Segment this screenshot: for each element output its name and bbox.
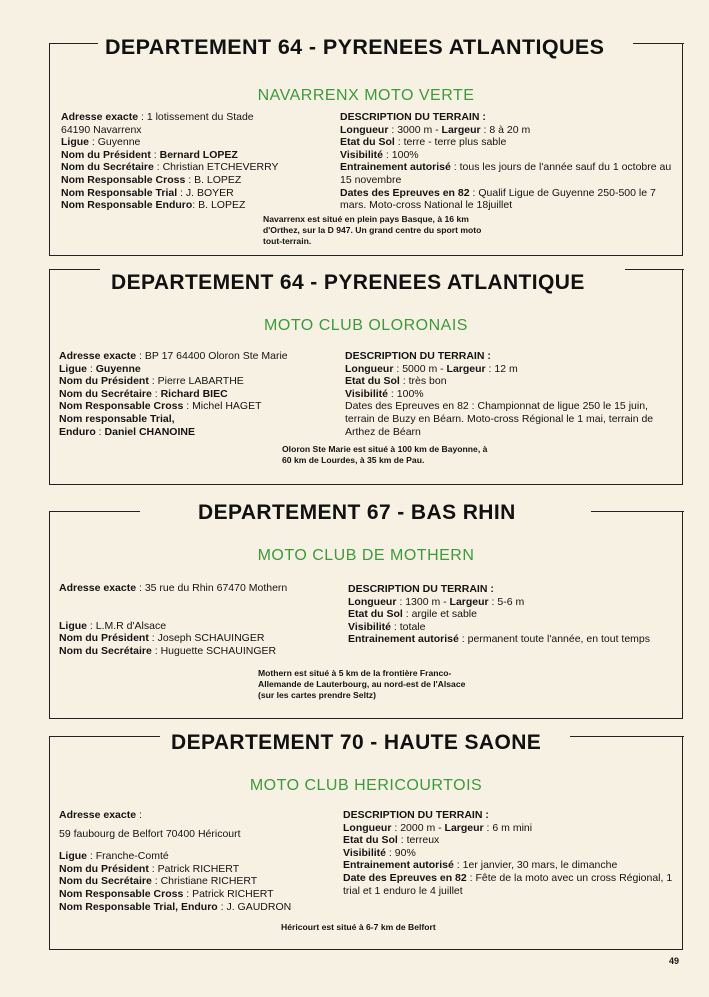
location-note: Navarrenx est situé en plein pays Basque, à 16 km d'Orthez, sur la D 947. Un grand centre du sport moto tout-terrain. bbox=[263, 214, 482, 246]
field-value: Christiane RICHERT bbox=[160, 875, 258, 888]
field-value: Bernard LOPEZ bbox=[159, 148, 238, 161]
field-label: Longueur bbox=[345, 362, 394, 375]
field-label: Largeur bbox=[444, 821, 484, 834]
field-value: J. BOYER bbox=[185, 186, 234, 199]
cross-manager-line: Nom Responsable Cross : B. LOPEZ bbox=[61, 173, 242, 186]
field-value: 5-6 m bbox=[497, 595, 525, 608]
training-line: Entrainement autorisé : 1er janvier, 30 mars, le dimanche bbox=[343, 859, 618, 872]
events-line: Dates des Epreuves en 82 : Qualif Ligue de Guyenne 250-500 le 7 mars. Moto-cross National le 18juillet bbox=[340, 186, 656, 212]
field-value: très bon bbox=[408, 375, 447, 388]
field-value: 59 faubourg de Belfort 70400 Héricourt bbox=[59, 827, 241, 840]
field-label: Nom du Secrétaire bbox=[59, 644, 152, 657]
soil-line: Etat du Sol : terreux bbox=[343, 834, 440, 847]
length-width-line: Longueur : 2000 m - Largeur : 6 m mini bbox=[343, 821, 533, 834]
terrain-info bbox=[348, 583, 678, 646]
field-value: permanent toute l'année, en tout temps bbox=[467, 633, 651, 646]
field-label: Visibilité bbox=[345, 387, 388, 400]
soil-line: Etat du Sol : terre - terre plus sable bbox=[340, 136, 507, 149]
terrain-heading: DESCRIPTION DU TERRAIN : bbox=[348, 583, 494, 595]
field-label: Etat du Sol bbox=[340, 136, 395, 149]
field-value: totale bbox=[399, 620, 426, 633]
field-label: Etat du Sol bbox=[343, 834, 398, 847]
trial-manager-line bbox=[59, 413, 339, 426]
field-label: Nom Responsable Enduro bbox=[61, 199, 193, 212]
field-value: Guyenne bbox=[95, 362, 141, 375]
president-line: Nom du Président : Patrick RICHERT bbox=[59, 862, 240, 875]
field-label: Nom responsable Trial, bbox=[59, 412, 175, 425]
field-value: 100% bbox=[396, 387, 424, 400]
club-info-left bbox=[59, 809, 349, 913]
cross-manager-line: Nom Responsable Cross : Michel HAGET bbox=[59, 400, 262, 413]
field-value: tous les jours de l'année sauf du 1 octobre au 15 novembre bbox=[340, 161, 672, 186]
page-number: 49 bbox=[668, 956, 679, 966]
terrain-heading: DESCRIPTION DU TERRAIN : bbox=[340, 111, 486, 123]
enduro-manager-line: Enduro : Daniel CHANOINE bbox=[59, 425, 195, 438]
length-width-line: Longueur : 5000 m - Largeur : 12 m bbox=[345, 362, 518, 375]
visibility-line: Visibilité : totale bbox=[348, 620, 426, 633]
field-value: Patrick RICHERT bbox=[157, 862, 240, 875]
club-name: MOTO CLUB DE MOTHERN bbox=[257, 547, 475, 564]
field-label: Longueur bbox=[340, 123, 389, 136]
field-label: Nom du Président bbox=[59, 632, 149, 645]
club-block-navarrenx bbox=[49, 35, 683, 256]
field-value: B. LOPEZ bbox=[198, 199, 246, 212]
visibility-line: Visibilité : 100% bbox=[345, 387, 424, 400]
frame-top-left bbox=[50, 269, 100, 270]
field-label: Ligue bbox=[59, 850, 87, 863]
trial-enduro-manager-line: Nom Responsable Trial, Enduro : J. GAUDRON bbox=[59, 900, 292, 913]
club-block-mothern bbox=[49, 501, 683, 719]
field-label: Nom du Secrétaire bbox=[59, 387, 152, 400]
visibility-line: Visibilité : 100% bbox=[340, 148, 419, 161]
field-value: 12 m bbox=[494, 362, 518, 375]
department-title: DEPARTEMENT 64 - PYRENEES ATLANTIQUES bbox=[105, 35, 605, 59]
training-line: Entrainement autorisé : tous les jours de l'année sauf du 1 octobre au 15 novembre bbox=[340, 161, 672, 186]
field-label: Nom Responsable Trial, Enduro bbox=[59, 900, 218, 913]
field-label: Adresse exacte bbox=[59, 809, 137, 821]
league-line: Ligue : Franche-Comté bbox=[59, 850, 169, 863]
terrain-heading: DESCRIPTION DU TERRAIN : bbox=[345, 350, 491, 362]
spacer-line bbox=[59, 595, 349, 620]
field-value: 35 rue du Rhin 67470 Mothern bbox=[144, 582, 288, 594]
field-label: Etat du Sol bbox=[348, 608, 403, 621]
frame-top-right bbox=[625, 269, 684, 270]
field-label: Enduro bbox=[59, 425, 96, 438]
field-value: Guyenne bbox=[97, 136, 141, 149]
field-value: B. LOPEZ bbox=[194, 173, 242, 186]
location-note: Oloron Ste Marie est situé à 100 km de Bayonne, à 60 km de Lourdes, à 35 km de Pau. bbox=[282, 444, 488, 465]
secretary-line: Nom du Secrétaire : Christiane RICHERT bbox=[59, 875, 258, 888]
address-line-2 bbox=[61, 124, 331, 137]
frame-top-right bbox=[591, 511, 684, 512]
field-value: 1er janvier, 30 mars, le dimanche bbox=[462, 859, 618, 872]
president-line: Nom du Président : Joseph SCHAUINGER bbox=[59, 632, 265, 645]
department-title: DEPARTEMENT 70 - HAUTE SAONE bbox=[171, 731, 542, 754]
field-label: Nom du Président bbox=[59, 375, 149, 388]
location-note: Mothern est situé à 5 km de la frontière Franco-Allemande de Lauterbourg, au nord-est de l'Alsace (sur les cartes prendre Seltz) bbox=[258, 668, 466, 700]
field-value: terreux bbox=[406, 834, 440, 847]
address-line: Adresse exacte : 1 lotissement du Stade bbox=[61, 111, 254, 123]
field-label: Visibilité bbox=[343, 846, 386, 859]
field-value: 6 m mini bbox=[492, 821, 533, 834]
league-line: Ligue : Guyenne bbox=[59, 362, 141, 375]
frame-top-left bbox=[50, 511, 140, 512]
field-label: Longueur bbox=[343, 821, 392, 834]
club-block-hericourtois bbox=[49, 731, 683, 950]
terrain-info bbox=[343, 809, 675, 897]
frame-top-left bbox=[50, 43, 98, 44]
field-label: Nom Responsable Cross bbox=[59, 887, 184, 900]
field-label: Largeur bbox=[449, 595, 489, 608]
field-value: 100% bbox=[391, 148, 419, 161]
field-value: 64190 Navarrenx bbox=[61, 123, 142, 136]
address-line: Adresse exacte : 35 rue du Rhin 67470 Mothern bbox=[59, 582, 288, 594]
field-value: Dates des Epreuves en 82 : Championnat de ligue 250 le 15 juin, terrain de Buzy en Béarn. Moto-cross Régional le 1 mai, terrain de Arthez de Béarn bbox=[345, 400, 654, 438]
field-label: Adresse exacte bbox=[59, 350, 137, 362]
address-line: Adresse exacte : bbox=[59, 809, 142, 821]
field-label: Nom du Secrétaire bbox=[61, 161, 154, 174]
field-value: Christian ETCHEVERRY bbox=[162, 161, 279, 174]
field-value: argile et sable bbox=[411, 608, 477, 621]
field-label: Visibilité bbox=[340, 148, 383, 161]
field-value: 3000 m - bbox=[397, 123, 439, 136]
field-value: 1300 m - bbox=[405, 595, 447, 608]
field-value: Joseph SCHAUINGER bbox=[157, 632, 265, 645]
field-label: Dates des Epreuves en 82 bbox=[340, 186, 470, 199]
frame-top-left bbox=[50, 736, 160, 737]
field-value: Patrick RICHERT bbox=[192, 887, 274, 900]
department-title: DEPARTEMENT 64 - PYRENEES ATLANTIQUE bbox=[111, 271, 585, 294]
field-value: L.M.R d'Alsace bbox=[95, 619, 167, 632]
field-label: Nom Responsable Cross bbox=[61, 173, 186, 186]
field-label: Adresse exacte bbox=[59, 582, 137, 594]
club-name: MOTO CLUB OLORONAIS bbox=[264, 317, 468, 334]
frame-top-right bbox=[570, 736, 684, 737]
department-title: DEPARTEMENT 67 - BAS RHIN bbox=[198, 501, 516, 524]
field-value: J. GAUDRON bbox=[226, 900, 292, 913]
field-value: Franche-Comté bbox=[95, 850, 169, 863]
field-label: Nom du Président bbox=[59, 862, 149, 875]
visibility-line: Visibilité : 90% bbox=[343, 846, 416, 859]
secretary-line: Nom du Secrétaire : Huguette SCHAUINGER bbox=[59, 644, 277, 657]
field-value: Qualif Ligue de Guyenne 250-500 le 7 mars. Moto-cross National le 18juillet bbox=[340, 186, 656, 212]
address-line: Adresse exacte : BP 17 64400 Oloron Ste Marie bbox=[59, 350, 288, 362]
field-label: Entrainement autorisé bbox=[343, 859, 454, 872]
president-line: Nom du Président : Pierre LABARTHE bbox=[59, 375, 244, 388]
field-label: Ligue bbox=[61, 136, 89, 149]
terrain-info bbox=[340, 111, 675, 212]
field-label: Date des Epreuves en 82 bbox=[343, 871, 467, 884]
league-line: Ligue : Guyenne bbox=[61, 136, 141, 149]
field-value: BP 17 64400 Oloron Ste Marie bbox=[144, 350, 288, 362]
soil-line: Etat du Sol : argile et sable bbox=[348, 608, 477, 621]
secretary-line: Nom du Secrétaire : Richard BIEC bbox=[59, 387, 228, 400]
events-line: Date des Epreuves en 82 : Fête de la moto avec un cross Régional, 1 trial et 1 enduro le 4 juillet bbox=[343, 871, 673, 897]
address-line-2 bbox=[59, 828, 349, 841]
field-value: Daniel CHANOINE bbox=[104, 425, 195, 438]
field-label: Largeur bbox=[441, 123, 481, 136]
training-line: Entrainement autorisé : permanent toute l'année, en tout temps bbox=[348, 633, 651, 646]
league-line: Ligue : L.M.R d'Alsace bbox=[59, 619, 167, 632]
field-label: Etat du Sol bbox=[345, 375, 400, 388]
soil-line: Etat du Sol : très bon bbox=[345, 375, 447, 388]
club-info-left bbox=[61, 111, 331, 212]
field-label: Entrainement autorisé bbox=[348, 633, 459, 646]
field-value: Richard BIEC bbox=[160, 387, 228, 400]
field-label: Longueur bbox=[348, 595, 397, 608]
cross-manager-line: Nom Responsable Cross : Patrick RICHERT bbox=[59, 887, 274, 900]
trial-manager-line: Nom Responsable Trial : J. BOYER bbox=[61, 186, 234, 199]
field-label: Nom du Secrétaire bbox=[59, 875, 152, 888]
field-value: terre - terre plus sable bbox=[403, 136, 507, 149]
club-info-left bbox=[59, 350, 339, 438]
location-note: Héricourt est situé à 6-7 km de Belfort bbox=[281, 922, 436, 932]
secretary-line: Nom du Secrétaire : Christian ETCHEVERRY bbox=[61, 161, 279, 174]
length-width-line: Longueur : 1300 m - Largeur : 5-6 m bbox=[348, 595, 525, 608]
club-name: NAVARRENX MOTO VERTE bbox=[257, 87, 475, 104]
events-line bbox=[345, 400, 680, 438]
field-value: Pierre LABARTHE bbox=[157, 375, 244, 388]
field-value: 90% bbox=[394, 846, 416, 859]
president-line: Nom du Président : Bernard LOPEZ bbox=[61, 148, 238, 161]
field-label: Entrainement autorisé bbox=[340, 161, 451, 174]
club-block-oloronais bbox=[49, 269, 683, 485]
field-value: 5000 m - bbox=[402, 362, 444, 375]
field-label: Visibilité bbox=[348, 620, 391, 633]
field-value: Fête de la moto avec un cross Régional, 1 trial et 1 enduro le 4 juillet bbox=[343, 871, 673, 897]
field-value: 1 lotissement du Stade bbox=[146, 111, 254, 123]
field-label: Ligue bbox=[59, 619, 87, 632]
terrain-heading: DESCRIPTION DU TERRAIN : bbox=[343, 809, 489, 821]
field-value: Michel HAGET bbox=[192, 400, 262, 413]
field-value: Huguette SCHAUINGER bbox=[160, 644, 277, 657]
length-width-line: Longueur : 3000 m - Largeur : 8 à 20 m bbox=[340, 123, 531, 136]
frame-top-right bbox=[633, 43, 684, 44]
field-label: Adresse exacte bbox=[61, 111, 139, 123]
field-label: Nom Responsable Trial bbox=[61, 186, 178, 199]
field-label: Ligue bbox=[59, 362, 87, 375]
terrain-info bbox=[345, 350, 680, 438]
field-label: Largeur bbox=[446, 362, 486, 375]
field-value: 2000 m - bbox=[400, 821, 442, 834]
club-name: MOTO CLUB HERICOURTOIS bbox=[249, 777, 483, 794]
field-label: Nom du Président bbox=[61, 148, 151, 161]
enduro-manager-line: Nom Responsable Enduro: B. LOPEZ bbox=[61, 199, 246, 212]
field-value: 8 à 20 m bbox=[489, 123, 531, 136]
club-info-left bbox=[59, 582, 349, 657]
field-label: Nom Responsable Cross bbox=[59, 400, 184, 413]
